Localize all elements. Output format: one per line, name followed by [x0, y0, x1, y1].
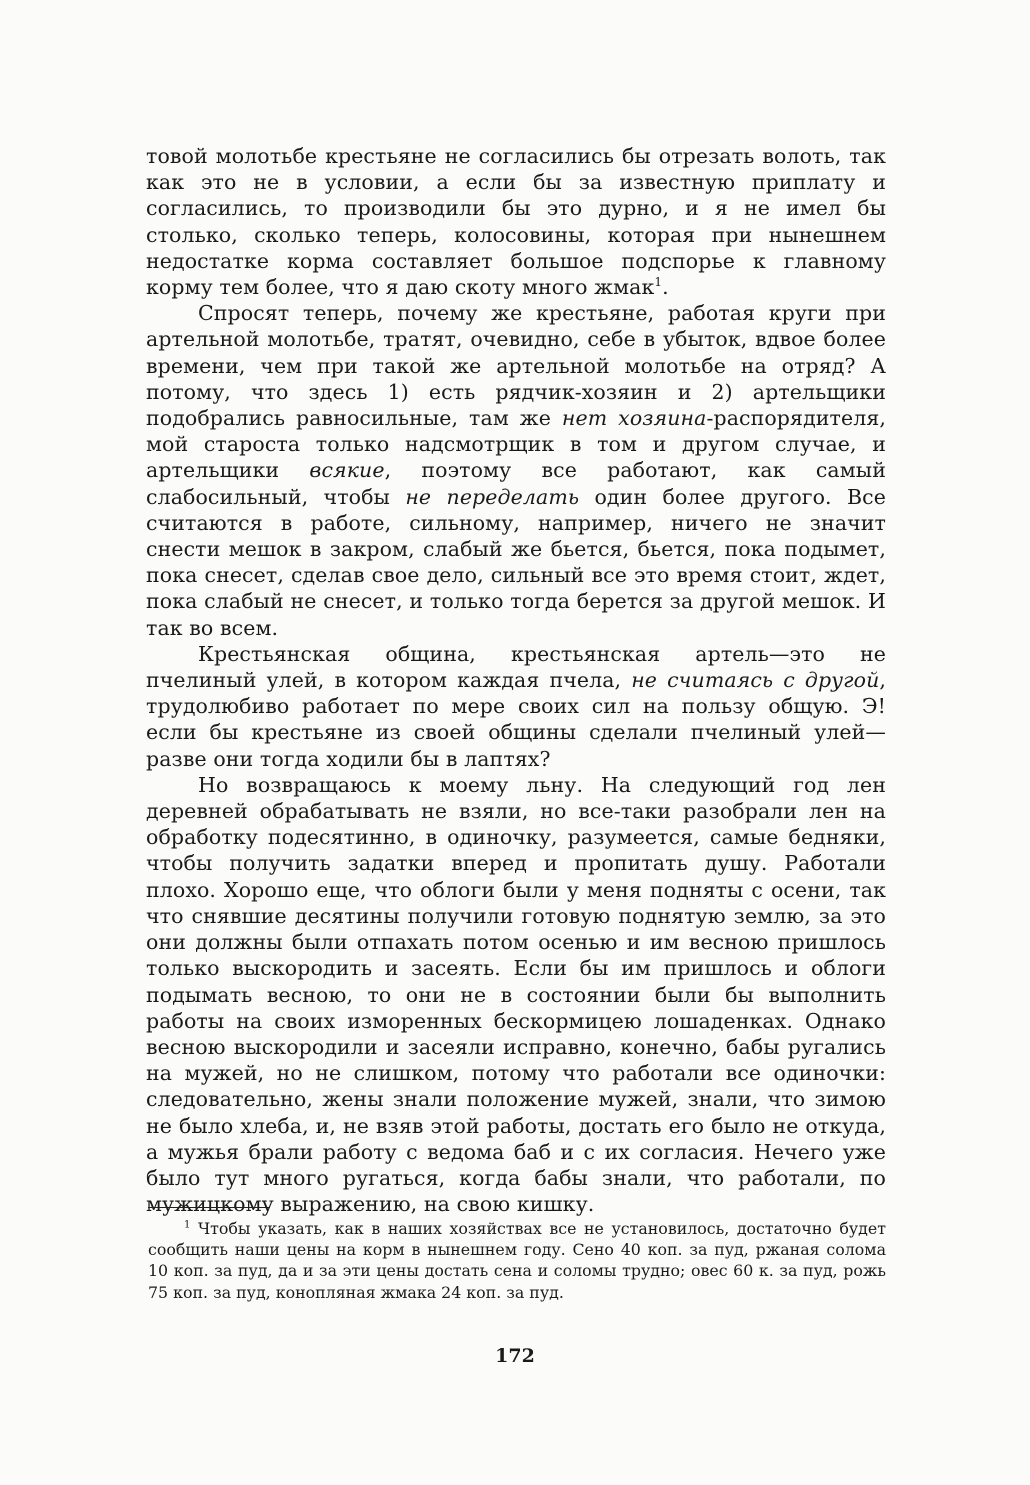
footnote-reference: 1 [654, 275, 663, 290]
emphasis-text: не переделать [405, 484, 580, 509]
paragraph-text: Крестьянская община, крестьянская артель—это не пчелиный улей, в котором каждая пчела, [146, 641, 886, 693]
paragraph-text: один более другого. Все считаются в работе, сильному, например, ничего не значит снести мешок в закром, слабый же бьется, бьется, пока подымет, пока снесет, сделав свое дело, сильный все это время стоит, ждет, пока слабый не снесет, и только тогда берется за другой мешок. И так во всем. [146, 484, 886, 640]
paragraph-p1 [146, 143, 886, 300]
emphasis-text: всякие [309, 458, 385, 483]
paragraph-text: , трудолюбиво работает по мере своих сил на пользу общую. Э! если бы крестьяне из своей общины сделали пчелиный улей—разве они тогда ходили бы в лаптях? [146, 668, 886, 771]
page-number: 172 [495, 1345, 535, 1367]
paragraph-p4 [146, 772, 886, 1217]
footnote [148, 1218, 886, 1303]
emphasis-text: нет хозяина [561, 406, 707, 431]
main-text [146, 143, 886, 1217]
paragraph-text: товой молотьбе крестьяне не согласились бы отрезать волоть, так как это не в условии, а если бы за известную приплату и согласились, то производили бы это дурно, и я не имел бы столько, сколько теперь, колосовины, которая при нынешнем недостатке корма составляет большое подспорье к главному корму тем более, что я даю скоту много жмак [146, 144, 886, 300]
footnote-marker: 1 [184, 1219, 191, 1231]
paragraph-text: . [662, 275, 669, 300]
paragraph-text: -распорядителя, мой староста только надсмотрщик в том и другом случае, и артельщики [146, 406, 886, 483]
paragraph-p3 [146, 641, 886, 772]
paragraph-p2 [146, 300, 886, 641]
footnote-text: Чтобы указать, как в наших хозяйствах все не установилось, достаточно будет сообщить наши цены на корм в нынешнем году. Сено 40 коп. за пуд, ржаная солома 10 коп. за пуд, да и за эти цены достать сена и соломы трудно; овес 60 к. за пуд, рожь 75 коп. за пуд, конопляная жмака 24 коп. за пуд. [148, 1219, 886, 1302]
paragraph-text: , поэтому все работают, как самый слабосильный, чтобы [146, 458, 886, 509]
emphasis-text: не считаясь с другой [631, 668, 880, 693]
paragraph-text: Но возвращаюсь к моему льну. На следующий год лен деревней обрабатывать не взяли, но все-таки разобрали лен на обработку подесятинно, в одиночку, разумеется, самые бедняки, чтобы получить задатки вперед и пропитать душу. Работали плохо. Хорошо еще, что облоги были у меня подняты с осени, так что снявшие десятины получили готовую поднятую землю, за это они должны были отпахать потом осенью и им весною пришлось только выскородить и засеять. Если бы им пришлось и облоги подымать весною, то они не в состоянии были бы выполнить работы на своих изморенных бескормицею лошаденках. Однако весною выскородили и засеяли исправно, конечно, бабы ругались на мужей, но не слишком, потому что работали все одиночки: следовательно, жены знали положение мужей, знали, что зимою не было хлеба, и, не взяв этой работы, достать его было не откуда, а мужья брали работу с ведома баб и с их согласия. Нечего уже было тут много ругаться, когда бабы знали, что работали, по мужицкому выражению, на свою кишку. [146, 772, 886, 1217]
paragraph-text: Спросят теперь, почему же крестьяне, работая круги при артельной молотьбе, тратят, очевидно, себе в убыток, вдвое более времени, чем при такой же артельной молотьбе на отряд? А потому, что здесь 1) есть рядчик-хозяин и 2) артельщики подобрались равносильные, там же [146, 301, 886, 431]
footnote-divider [148, 1207, 270, 1208]
